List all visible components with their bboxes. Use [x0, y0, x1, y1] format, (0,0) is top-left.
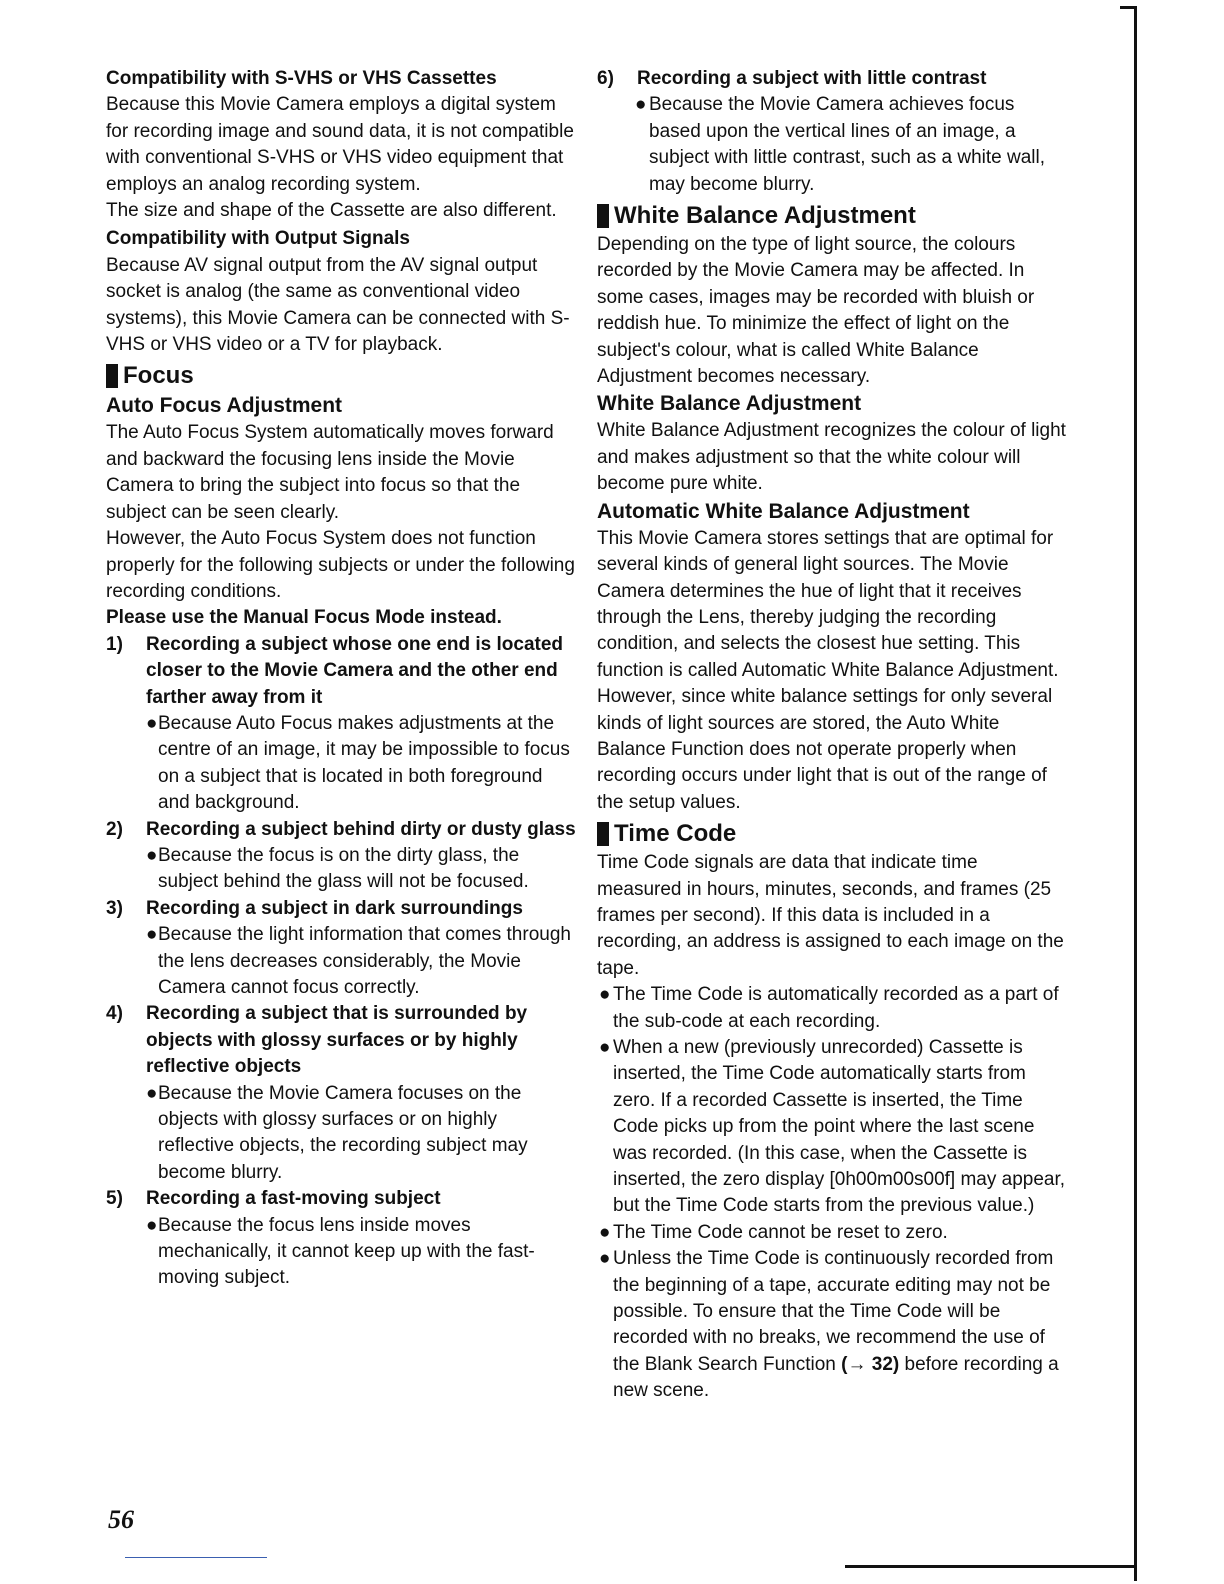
section-marker-icon [106, 364, 118, 388]
bullet-icon: ● [599, 984, 611, 1006]
list-item: ● Because Auto Focus makes adjustments at the centre of an image, it may be impossible to focus on a subject that is located in both foreground and background. [146, 712, 570, 814]
bullet-icon: ● [146, 712, 158, 734]
left-column [106, 66, 576, 1292]
list-item: ● When a new (previously unrecorded) Cassette is inserted, the Time Code automatically starts from zero. If a recorded Cassette is inserted, the Time Code picks up from the point where the last scene was recorded. (In this case, when the Cassette is inserted, the zero display [0h00m00s00f] may appear, but the Time Code starts from the previous value.) [599, 1037, 1066, 1217]
bullet-icon: ● [599, 1037, 611, 1058]
focus-item-5: 5) Recording a fast-moving subject ● Because the focus lens inside moves mechanically, it cannot keep up with the fast-moving subject. [106, 1186, 576, 1292]
scan-edge-bottom [845, 1565, 1135, 1568]
time-code-text: Time Code signals are data that indicate time measured in hours, minutes, seconds, and frames (25 frames per second). If this data is included in a recording, an address is assigned to each image on the tape. [597, 852, 1064, 979]
list-item: ● Unless the Time Code is continuously recorded from the beginning of a tape, accurate editing may not be possible. To ensure that the Time Code will be recorded with no breaks, we recommend the use of the Blank Search Function (→ 32) before recording a new scene. [599, 1248, 1059, 1402]
auto-white-balance-text: This Movie Camera stores settings that are optimal for several kinds of general light sources. The Movie Camera determines the hue of light that it receives through the Lens, thereby judging the recording condition, and selects the closest hue setting. This function is called Automatic White Balance Adjustment. [597, 527, 1059, 681]
bullet-icon: ● [146, 924, 158, 946]
auto-focus-subtitle: Auto Focus Adjustment [106, 394, 343, 418]
bullet-icon: ● [146, 844, 158, 866]
list-item: ● Because the light information that comes through the lens decreases considerably, the Movie Camera cannot focus correctly. [146, 924, 571, 998]
list-item: ● Because the focus is on the dirty glass, the subject behind the glass will not be focused. [146, 844, 529, 893]
auto-white-balance-text-2: However, since white balance settings for only several kinds of light sources are stored, the Auto White Balance Function does not operate properly when recording occurs under light that is out of the range of the setup values. [597, 686, 1053, 813]
bullet-icon: ● [146, 1214, 158, 1236]
section-marker-icon [597, 204, 609, 228]
auto-focus-text-2: However, the Auto Focus System does not function properly for the following subjects or under the following recording conditions. [106, 528, 575, 602]
list-item: ● Because the Movie Camera focuses on the objects with glossy surfaces or on highly reflective objects, the recording subject may become blurry. [146, 1082, 528, 1183]
bullet-icon: ● [146, 1082, 158, 1104]
focus-item-4: 4) Recording a subject that is surrounded by objects with glossy surfaces or by highly reflective objects ● Because the Movie Camera focuses on the objects with glossy surfaces or on highly reflective objects, the recording subject may become blurry. [106, 1001, 576, 1186]
list-item: ● The Time Code cannot be reset to zero. [597, 1220, 1067, 1246]
focus-item-1: 1) Recording a subject whose one end is located closer to the Movie Camera and the other end farther away from it ● Because Auto Focus makes adjustments at the centre of an image, it may be impossible to focus on a subject that is located in both foreground and background. [106, 632, 576, 817]
white-balance-subtitle: White Balance Adjustment [597, 392, 862, 416]
list-item: ● Because the Movie Camera achieves focus based upon the vertical lines of an image, a subject with little contrast, such as a white wall, may become blurry. [635, 94, 1046, 195]
manual-focus-note: Please use the Manual Focus Mode instead. [106, 607, 502, 629]
auto-white-balance-subtitle: Automatic White Balance Adjustment [597, 499, 970, 523]
scan-edge-line [1134, 6, 1137, 1581]
footer-rule [125, 1557, 267, 1558]
white-balance-text-2: White Balance Adjustment recognizes the colour of light and makes adjustment so that the white colour will become pure white. [597, 420, 1066, 495]
compat-svhs-heading: Compatibility with S-VHS or VHS Cassettes [106, 68, 497, 89]
time-code-section-title: Time Code [597, 818, 1067, 850]
focus-item-3: 3) Recording a subject in dark surroundings ● Because the light information that comes through the lens decreases considerably, the Movie Camera cannot focus correctly. [106, 896, 576, 1002]
list-item: ● Because the focus lens inside moves mechanically, it cannot keep up with the fast-moving subject. [146, 1214, 535, 1289]
auto-focus-text: The Auto Focus System automatically moves forward and backward the focusing lens inside the Movie Camera to bring the subject into focus so that the subject can be seen clearly. [106, 422, 554, 523]
compat-output-heading: Compatibility with Output Signals [106, 228, 410, 250]
bullet-icon: ● [599, 1221, 611, 1243]
page-reference: (→ 32) [841, 1353, 900, 1375]
focus-item-6: 6) Recording a subject with little contrast ● Because the Movie Camera achieves focus based upon the vertical lines of an image, a subject with little contrast, such as a white wall, may become blurry. [597, 66, 1067, 198]
page-number: 56 [108, 1505, 134, 1534]
right-column [597, 66, 1067, 1405]
focus-item-2: 2) Recording a subject behind dirty or dusty glass ● Because the focus is on the dirty glass, the subject behind the glass will not be focused. [106, 817, 576, 896]
list-item: ● The Time Code is automatically recorded as a part of the sub-code at each recording. [599, 984, 1059, 1032]
compat-output-text: Because AV signal output from the AV signal output socket is analog (the same as conventional video systems), this Movie Camera can be connected with S-VHS or VHS video or a TV for playback. [106, 254, 570, 356]
bullet-icon: ● [635, 94, 647, 116]
white-balance-text: Depending on the type of light source, the colours recorded by the Movie Camera may be affected. In some cases, images may be recorded with bluish or reddish hue. To minimize the effect of light on the subject's colour, what is called White Balance Adjustment becomes necessary. [597, 234, 1035, 388]
compat-svhs-text-2: The size and shape of the Cassette are also different. [106, 200, 557, 222]
section-marker-icon [597, 822, 609, 846]
white-balance-section-title: White Balance Adjustment [597, 200, 1067, 232]
compat-svhs-text: Because this Movie Camera employs a digital system for recording image and sound data, it is not compatible with conventional S-VHS or VHS video equipment that employs an analog recording system. [106, 94, 574, 195]
focus-section-title: Focus [106, 360, 576, 392]
bullet-icon: ● [599, 1248, 611, 1270]
